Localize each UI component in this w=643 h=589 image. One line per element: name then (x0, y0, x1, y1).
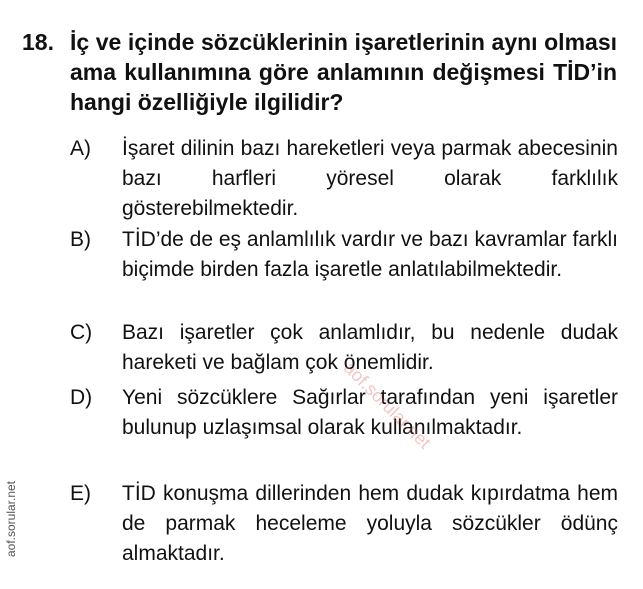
option-e-text[interactable]: TİD konuşma dillerinden hem dudak kıpırdatma hem de parmak heceleme yoluyla sözcükler ödünç almaktadır. (122, 482, 618, 565)
option-a-text[interactable]: İşaret dilinin bazı hareketleri veya parmak abecesinin bazı harfleri yöresel olarak farklılık gösterebilmektedir. (122, 137, 618, 220)
option-c-letter[interactable]: C) (70, 321, 93, 344)
option-d-text[interactable]: Yeni sözcüklere Sağırlar tarafından yeni işaretler bulunup uzlaşımsal olarak kullanılmaktadır. (122, 386, 618, 439)
option-c-text[interactable]: Bazı işaretler çok anlamlıdır, bu nedenle dudak hareketi ve bağlam çok önemlidir. (122, 321, 618, 374)
option-e-letter[interactable]: E) (70, 482, 91, 505)
question-number: 18. (22, 29, 54, 55)
option-d-letter[interactable]: D) (70, 386, 93, 409)
side-source-mark: aof.sorular.net (4, 480, 18, 558)
option-b-text[interactable]: TİD’de de eş anlamlılık vardır ve bazı kavramlar farklı biçimde birden fazla işaretle anlatılabilmektedir. (122, 228, 619, 281)
question-text: İç ve içinde sözcüklerinin işaretlerinin aynı olması ama kullanımına göre anlamının değişmesi TİD’in hangi özelliğiyle ilgilidir? (70, 29, 617, 115)
option-a-letter[interactable]: A) (70, 137, 91, 160)
option-b-letter[interactable]: B) (70, 228, 91, 251)
watermark: aof.sorular.net (339, 357, 435, 453)
